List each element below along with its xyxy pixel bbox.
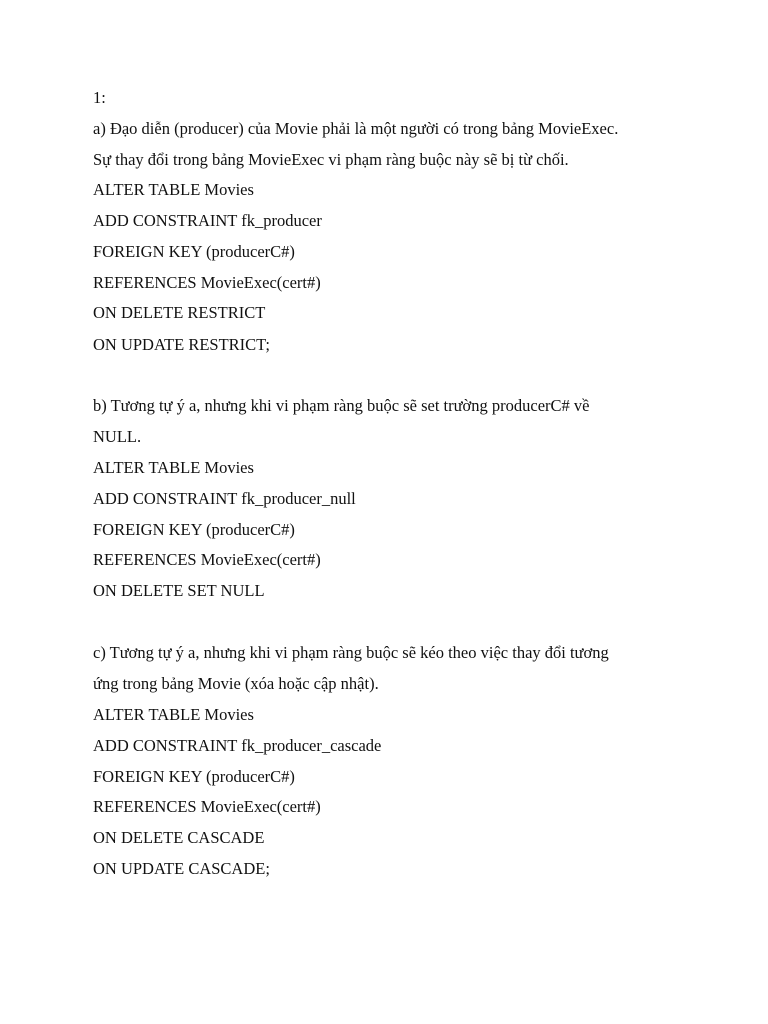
part-a-intro-line: Sự thay đổi trong bảng MovieExec vi phạm ràng buộc này sẽ bị từ chối. [93,150,569,169]
part-c-sql-line: REFERENCES MovieExec(cert#) [93,797,321,816]
part-a-intro-line: a) Đạo diễn (producer) của Movie phải là một người có trong bảng MovieExec. [93,119,619,138]
part-a-sql-line: REFERENCES MovieExec(cert#) [93,273,321,292]
part-b-sql-line: ADD CONSTRAINT fk_producer_null [93,489,356,508]
part-b-intro-line: NULL. [93,427,142,446]
part-c-sql-line: ON UPDATE CASCADE; [93,859,270,878]
part-c-intro-line: ứng trong bảng Movie (xóa hoặc cập nhật). [93,674,379,693]
part-a-sql-line: ALTER TABLE Movies [93,180,254,199]
part-a-sql-line: ON UPDATE RESTRICT; [93,335,270,354]
part-b-sql-line: FOREIGN KEY (producerC#) [93,520,295,539]
part-b-sql-line: ON DELETE SET NULL [93,581,265,600]
part-c-sql-line: ON DELETE CASCADE [93,828,265,847]
section-heading: 1: [93,88,106,107]
part-b-intro-line: b) Tương tự ý a, nhưng khi vi phạm ràng buộc sẽ set trường producerC# về [93,396,590,415]
part-c-sql-line: FOREIGN KEY (producerC#) [93,767,295,786]
part-c-sql-line: ADD CONSTRAINT fk_producer_cascade [93,736,382,755]
part-b-sql-line: ALTER TABLE Movies [93,458,254,477]
part-c-intro-line: c) Tương tự ý a, nhưng khi vi phạm ràng buộc sẽ kéo theo việc thay đổi tương [93,643,609,662]
part-a-sql-line: ON DELETE RESTRICT [93,303,266,322]
part-b-sql-line: REFERENCES MovieExec(cert#) [93,550,321,569]
part-a-sql-line: FOREIGN KEY (producerC#) [93,242,295,261]
part-c-sql-line: ALTER TABLE Movies [93,705,254,724]
part-a-sql-line: ADD CONSTRAINT fk_producer [93,211,322,230]
